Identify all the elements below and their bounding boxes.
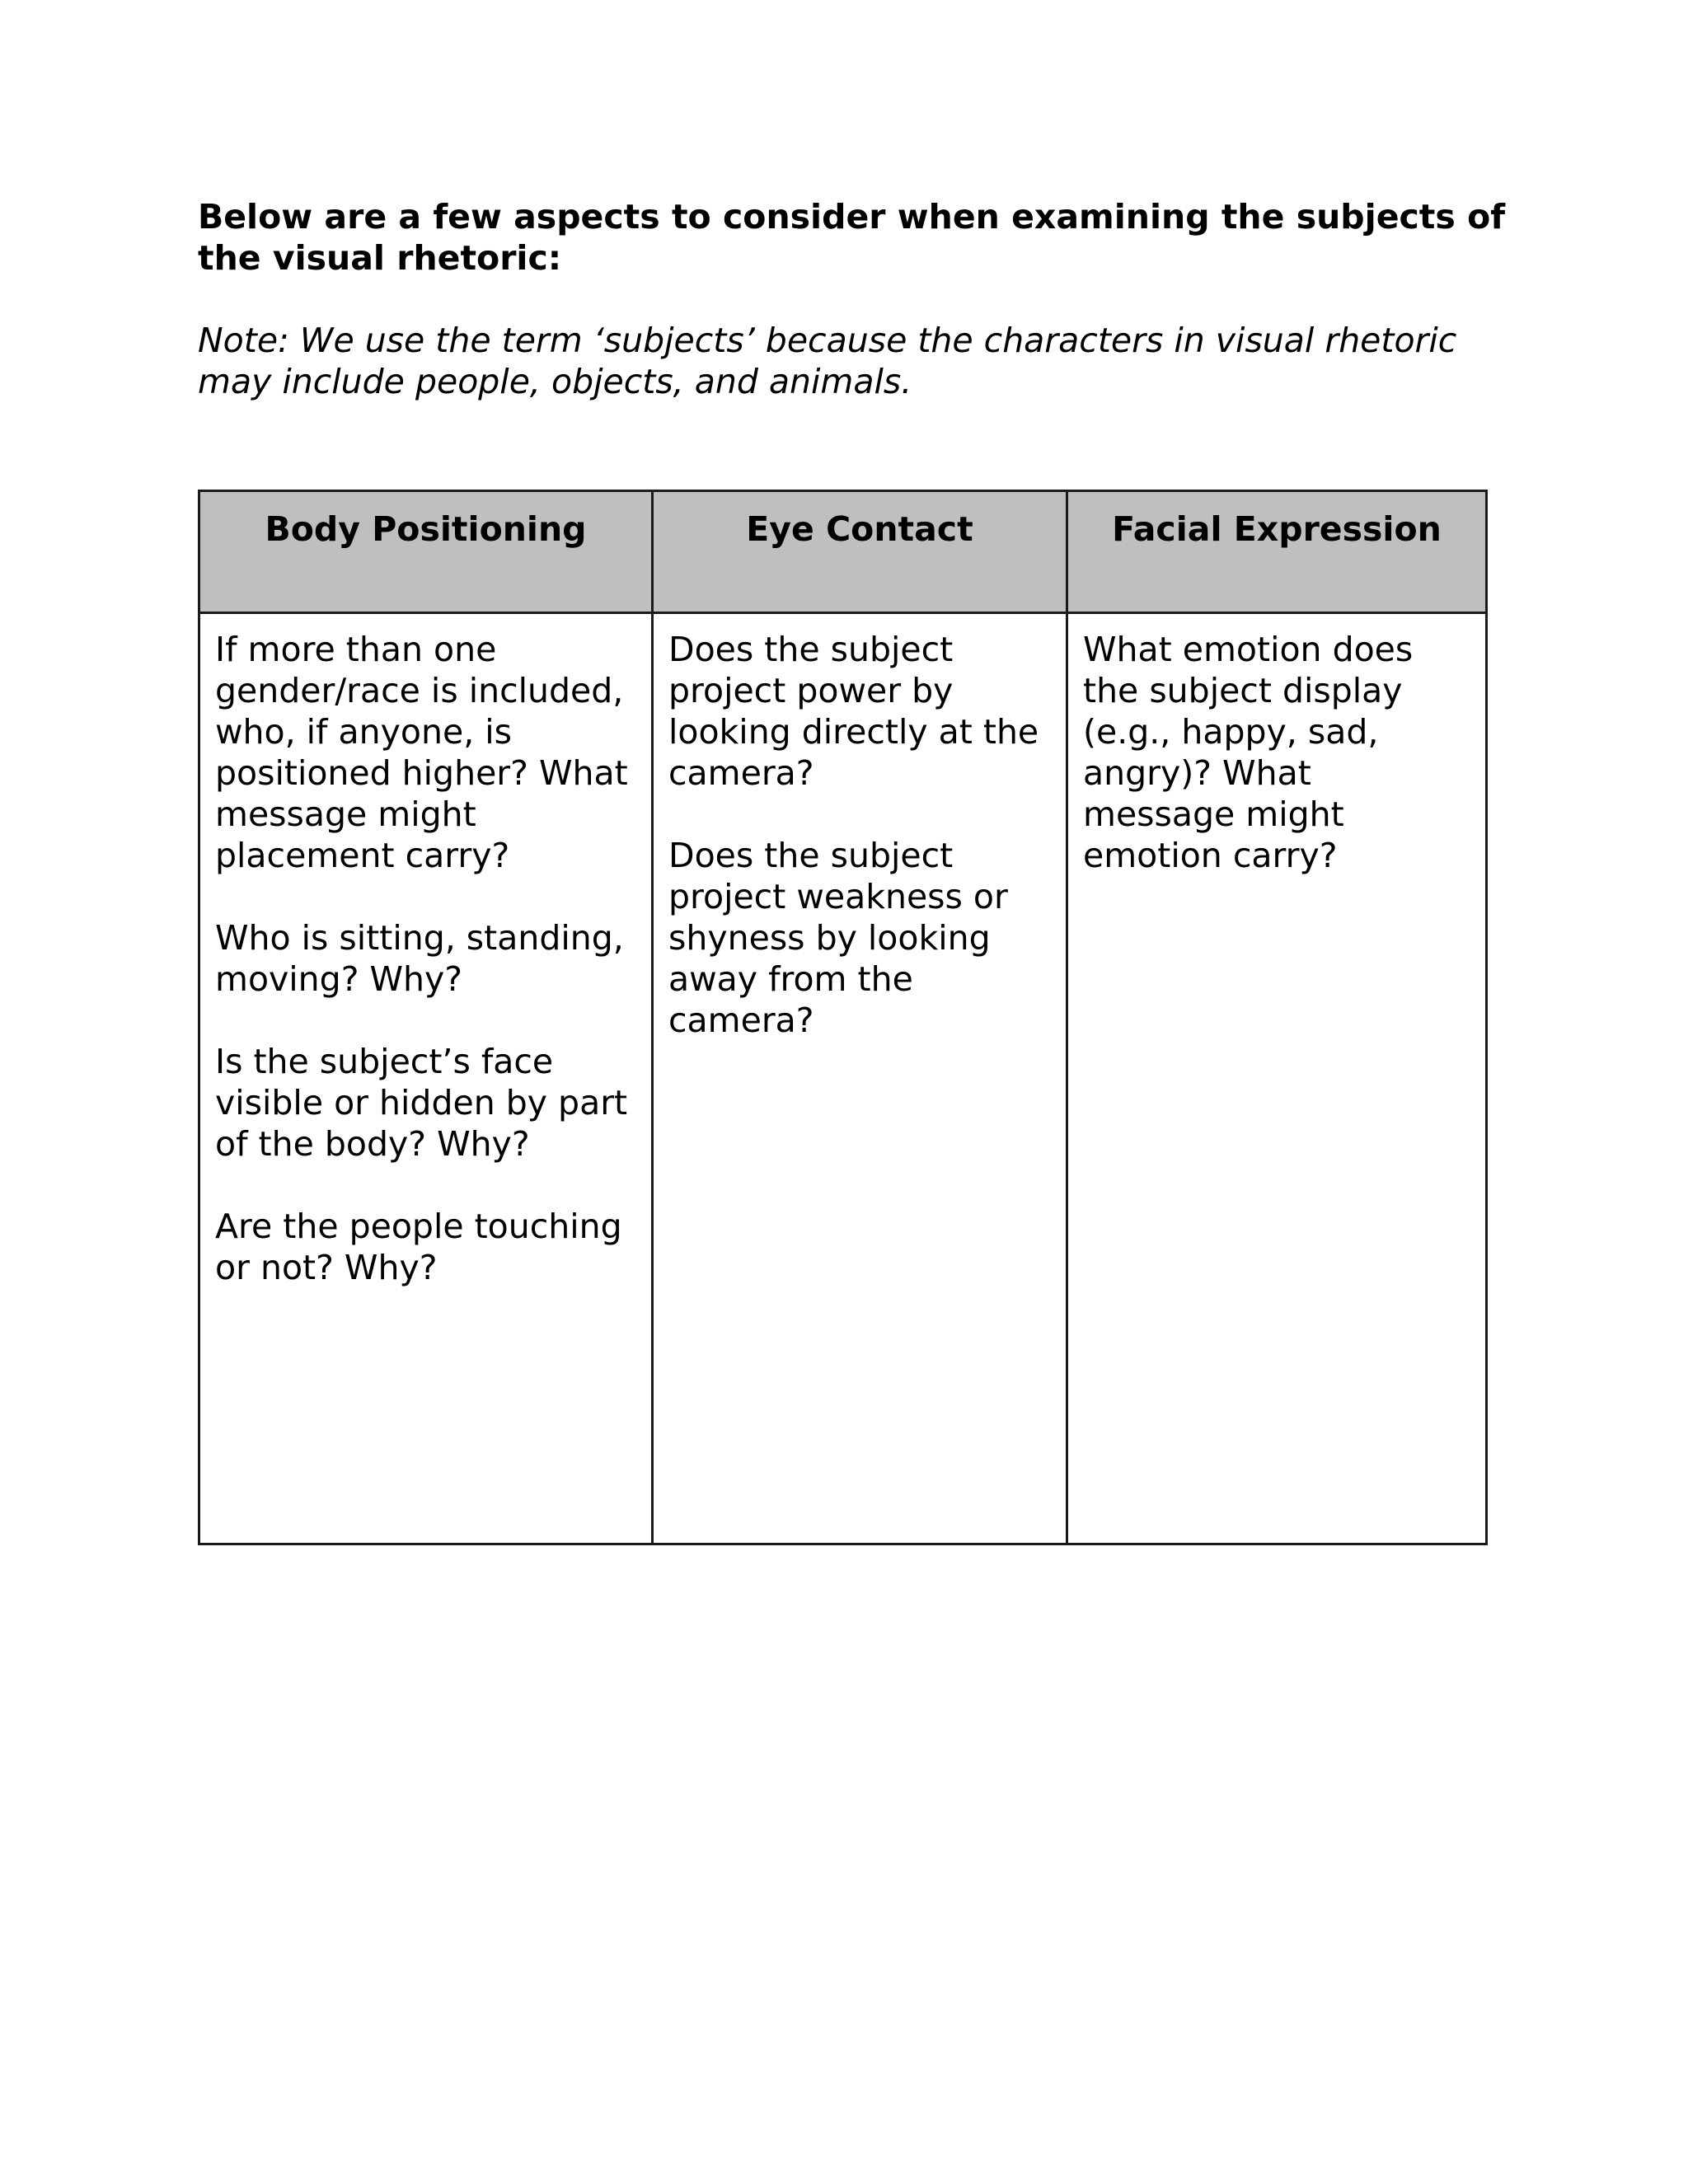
header-eye-contact: Eye Contact xyxy=(653,491,1067,613)
cell-paragraph: If more than one gender/race is included, who, if anyone, is positioned higher? What message might placement carry? xyxy=(215,630,628,875)
cell-eye-contact xyxy=(653,613,1067,1544)
header-body-positioning: Body Positioning xyxy=(199,491,653,613)
page-heading: Below are a few aspects to consider when examining the subjects of the visual rhetoric: xyxy=(198,197,1506,278)
header-facial-expression: Facial Expression xyxy=(1067,491,1487,613)
cell-body-positioning xyxy=(199,613,653,1544)
cell-facial-expression xyxy=(1067,613,1487,1544)
table-row xyxy=(199,613,1487,1544)
aspects-table xyxy=(198,490,1488,1545)
note-text: Note: We use the term ‘subjects’ because the characters in visual rhetoric may include people, objects, and animals. xyxy=(198,321,1457,401)
cell-paragraph: Who is sitting, standing, moving? Why? xyxy=(215,918,624,999)
cell-paragraph: Are the people touching or not? Why? xyxy=(215,1207,622,1287)
cell-paragraph: Is the subject’s face visible or hidden by part of the body? Why? xyxy=(215,1042,628,1164)
cell-paragraph: Does the subject project weakness or shyness by looking away from the camera? xyxy=(668,836,1008,1040)
table-header-row xyxy=(199,491,1487,613)
cell-paragraph: Does the subject project power by looking directly at the camera? xyxy=(668,630,1039,793)
cell-paragraph: What emotion does the subject display (e.g., happy, sad, angry)? What message might emotion carry? xyxy=(1083,630,1414,875)
